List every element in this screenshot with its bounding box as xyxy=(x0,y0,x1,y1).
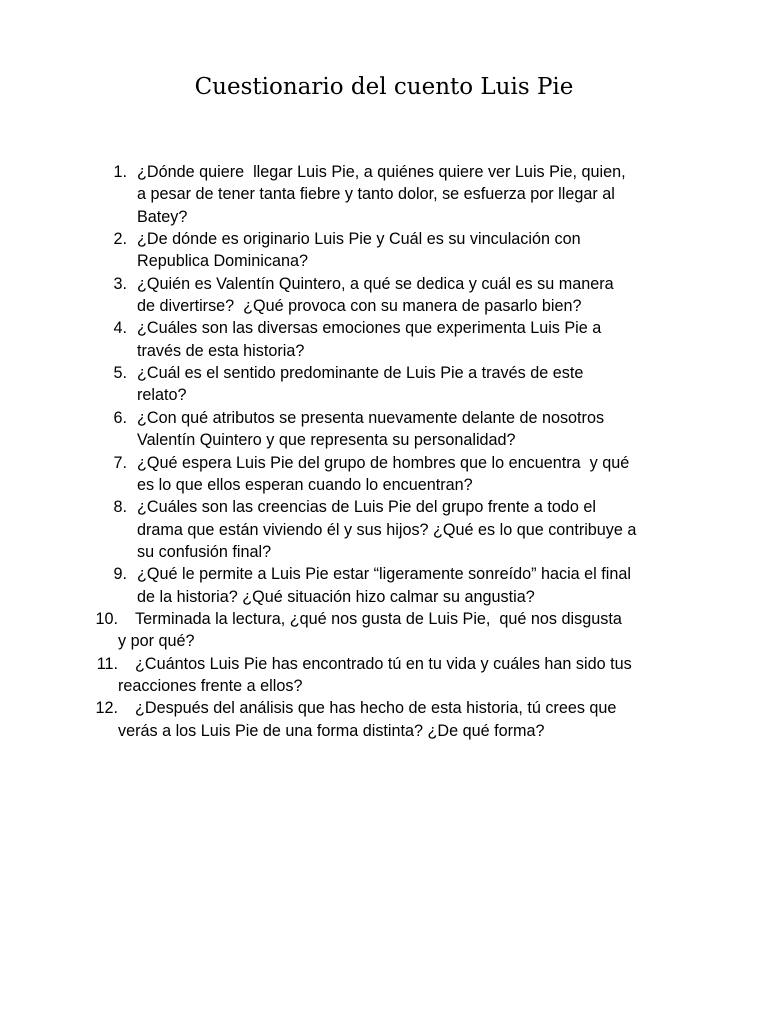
question-text-line: de divertirse? ¿Qué provoca con su manera de pasarlo bien? xyxy=(137,297,582,316)
question-item xyxy=(0,228,768,273)
question-text-line: través de esta historia? xyxy=(137,341,305,360)
question-text xyxy=(137,228,697,273)
question-text-line: ¿Quién es Valentín Quintero, a qué se dedica y cuál es su manera xyxy=(137,274,614,293)
question-item xyxy=(0,452,768,497)
question-number: 3. xyxy=(113,274,127,293)
question-text-line: ¿Con qué atributos se presenta nuevamente delante de nosotros xyxy=(137,408,605,427)
question-item xyxy=(0,273,768,318)
question-text-line: ¿Cuántos Luis Pie has encontrado tú en tu vida y cuáles han sido tus xyxy=(135,654,632,673)
question-text xyxy=(137,362,697,407)
question-number: 9. xyxy=(113,565,127,584)
question-text-line: drama que están viviendo él y sus hijos? ¿Qué es lo que contribuye a xyxy=(137,520,637,539)
question-text-line: Republica Dominicana? xyxy=(137,252,308,271)
question-text xyxy=(0,697,720,742)
question-text-line: ¿Dónde quiere llegar Luis Pie, a quiénes quiere ver Luis Pie, quien, xyxy=(137,163,626,181)
question-item xyxy=(0,653,768,698)
question-number: 1. xyxy=(113,163,127,181)
question-item xyxy=(0,496,768,563)
question-item xyxy=(0,407,768,452)
question-item xyxy=(0,608,768,653)
question-text-line: y por qué? xyxy=(118,632,195,651)
question-text-line: Terminada la lectura, ¿qué nos gusta de Luis Pie, qué nos disgusta xyxy=(135,610,622,628)
question-text xyxy=(137,563,697,608)
question-item xyxy=(0,161,768,228)
question-text-line: Valentín Quintero y que representa su personalidad? xyxy=(137,431,516,450)
question-text xyxy=(137,317,697,362)
question-text-line: a pesar de tener tanta fiebre y tanto dolor, se esfuerza por llegar al xyxy=(137,185,615,204)
question-text-line: su confusión final? xyxy=(137,542,272,561)
question-item xyxy=(0,563,768,608)
question-item xyxy=(0,697,768,742)
question-text-line: ¿Qué le permite a Luis Pie estar “ligeramente sonreído” hacia el final xyxy=(137,565,631,584)
question-text-line: ¿Qué espera Luis Pie del grupo de hombres que lo encuentra y qué xyxy=(137,453,630,472)
question-number: 11. xyxy=(96,654,118,673)
question-text-line: Batey? xyxy=(137,207,188,226)
document-title: Cuestionario del cuento Luis Pie xyxy=(194,74,574,100)
question-number: 7. xyxy=(113,453,127,472)
question-text-line: verás a los Luis Pie de una forma distinta? ¿De qué forma? xyxy=(118,721,545,740)
question-item xyxy=(0,362,768,407)
question-text-line: ¿Cuál es el sentido predominante de Luis Pie a través de este xyxy=(137,364,584,383)
question-text-line: ¿Después del análisis que has hecho de esta historia, tú crees que xyxy=(135,699,617,718)
question-text-line: de la historia? ¿Qué situación hizo calmar su angustia? xyxy=(137,587,535,606)
question-number: 6. xyxy=(113,408,127,427)
question-number: 2. xyxy=(113,230,127,249)
question-number: 12. xyxy=(95,699,118,718)
question-text-line: es lo que ellos esperan cuando lo encuentran? xyxy=(137,475,473,494)
question-number: 8. xyxy=(113,498,127,517)
question-text-line: ¿Cuáles son las creencias de Luis Pie del grupo frente a todo el xyxy=(137,498,596,517)
question-text-line: relato? xyxy=(137,386,187,405)
question-text-line: ¿De dónde es originario Luis Pie y Cuál es su vinculación con xyxy=(137,230,581,249)
question-text xyxy=(137,452,697,497)
question-text xyxy=(137,161,697,228)
question-text-line: ¿Cuáles son las diversas emociones que experimenta Luis Pie a xyxy=(137,319,602,338)
question-item xyxy=(0,317,768,362)
question-text xyxy=(137,273,697,318)
question-text-line: reacciones frente a ellos? xyxy=(118,677,303,696)
question-number: 4. xyxy=(113,319,127,338)
question-text xyxy=(0,608,720,653)
question-number: 5. xyxy=(113,364,127,383)
question-text xyxy=(137,496,697,563)
question-text xyxy=(137,407,697,452)
question-number: 10. xyxy=(95,610,118,628)
question-text xyxy=(0,653,720,698)
